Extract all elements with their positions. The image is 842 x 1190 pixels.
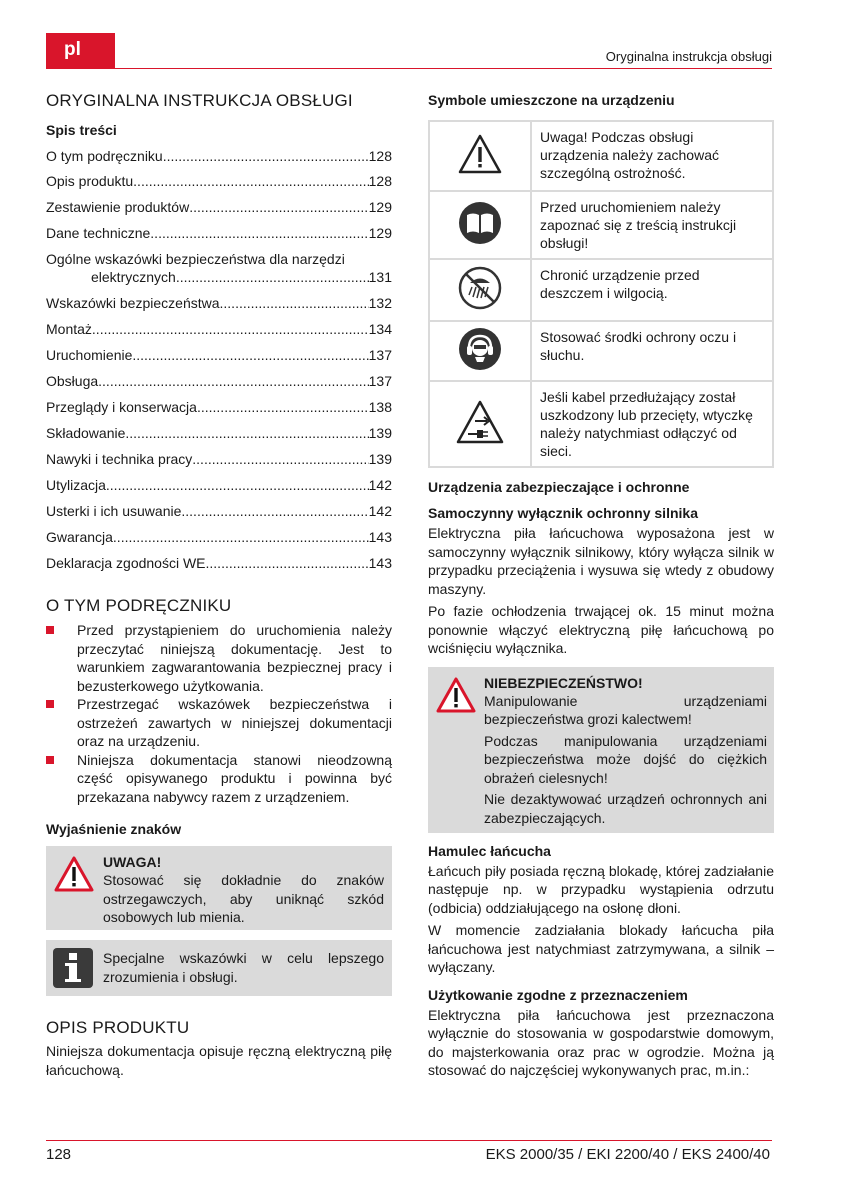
toc-item-title: Uruchomienie: [46, 347, 133, 363]
signs-title: Wyjaśnienie znaków: [46, 821, 182, 837]
danger-title: NIEBEZPIECZEŃSTWO!: [484, 674, 643, 691]
unplug-warning-icon: [455, 399, 505, 445]
toc-item[interactable]: [46, 224, 392, 242]
product-text: Niniejsza dokumentacja opisuje ręczną elektryczną piłę łańcuchową.: [46, 1043, 392, 1078]
toc-item-page: 138: [368, 399, 392, 415]
read-manual-icon: [458, 201, 502, 245]
brake-paragraph-1: Łańcuch piły posiada ręczną blokadę, której zadziałanie następuje np. w przypadku wystąpienia odrzutu (odbicia) oddziałującego na osłonę dłoni.: [428, 862, 774, 916]
about-title: O TYM PODRĘCZNIKU: [46, 596, 232, 615]
table-row: [429, 381, 773, 467]
symbol-cell: [429, 191, 531, 259]
toc-item-title: Utylizacja: [46, 477, 106, 493]
toc-item[interactable]: [46, 372, 392, 390]
warning-triangle-icon: [54, 856, 94, 892]
toc-item-title: Obsługa: [46, 373, 99, 389]
toc-item-page: 137: [368, 373, 392, 389]
toc-item-title: Przeglądy i konserwacja: [46, 399, 197, 415]
toc-item-page: 143: [368, 555, 392, 571]
toc-item-title: Opis produktu: [46, 173, 134, 189]
list-item: Niniejsza dokumentacja stanowi nieodzowną część opisywanego produktu i powinna być przekazana nabywcy razem z urządzeniem.: [46, 751, 392, 807]
symbol-cell: [429, 321, 531, 381]
list-item: Przestrzegać wskazówek bezpieczeństwa i ostrzeżeń zawartych w niniejszej dokumentacji oraz na urządzeniu.: [46, 695, 392, 751]
symbol-description: Uwaga! Podczas obsługi urządzenia należy zachować szczególną ostrożność.: [531, 121, 773, 191]
toc-item[interactable]: [46, 346, 392, 364]
toc-item-page: 128: [368, 148, 392, 164]
list-item: Przed przystąpieniem do uruchomienia należy przeczytać niniejszą dokumentację. Jest to warunkiem zagwarantowania bezpiecznej pracy i bezusterkowego użytkowania.: [46, 621, 392, 695]
toc-title: Spis treści: [46, 122, 117, 138]
motor-paragraph-2: Po fazie ochłodzenia trwającej ok. 15 minut można ponownie włączyć elektryczną piłę łańcuchową po wciśnięciu wyłącznika.: [428, 603, 774, 656]
symbols-title: Symbole umieszczone na urządzeniu: [428, 92, 675, 108]
toc-item[interactable]: [46, 294, 392, 312]
warning-triangle-icon: [436, 677, 476, 713]
toc-item[interactable]: [46, 424, 392, 442]
no-rain-icon: [458, 266, 502, 310]
toc-item-page: 131: [368, 269, 392, 285]
toc-item[interactable]: [46, 398, 392, 416]
toc-item[interactable]: [46, 147, 392, 165]
toc-item-title: Dane techniczne: [46, 225, 151, 241]
table-row: [429, 321, 773, 381]
language-tab: pl: [46, 33, 115, 68]
warning-triangle-icon: [457, 133, 503, 175]
toc-item-page: 128: [368, 173, 392, 189]
symbol-description: Przed uruchomieniem należy zapoznać się z treścią instrukcji obsługi!: [531, 191, 773, 259]
toc-item-title: Montaż: [46, 321, 92, 337]
use-paragraph-1: Elektryczna piła łańcuchowa jest przeznaczona wyłącznie do stosowania w gospodarstwie domowym, do majsterkowania oraz prac w ogrodzie. Można ją stosować do najczęściej wykonywanych prac, m.in.:: [428, 1006, 774, 1078]
symbol-cell: [429, 381, 531, 467]
footer-divider: [46, 1140, 772, 1141]
table-row: [429, 259, 773, 321]
toc-item-page: 132: [368, 295, 392, 311]
symbol-cell: [429, 259, 531, 321]
toc-item-title: O tym podręczniku: [46, 148, 163, 164]
safety-title: Urządzenia zabezpieczające i ochronne: [428, 479, 690, 495]
danger-paragraph-2: Podczas manipulowania urządzeniami bezpieczeństwa może dojść do ciężkich obrażeń cielesnych!: [484, 732, 767, 786]
toc-item-title: Gwarancja: [46, 529, 113, 545]
toc-item[interactable]: [46, 198, 392, 216]
toc-item[interactable]: [46, 320, 392, 338]
caution-text: Stosować się dokładnie do znaków ostrzegawczych, aby uniknąć szkód osobowych lub mienia.: [103, 872, 384, 925]
toc-item-page: 139: [368, 451, 392, 467]
table-of-contents: [46, 147, 392, 572]
table-row: [429, 191, 773, 259]
toc-item[interactable]: [46, 450, 392, 468]
toc-item-title: Składowanie: [46, 425, 126, 441]
motor-title: Samoczynny wyłącznik ochronny silnika: [428, 505, 698, 521]
left-column: [46, 88, 392, 1079]
danger-paragraph-3: Nie dezaktywować urządzeń ochronnych ani zabezpieczających.: [484, 791, 767, 826]
symbol-cell: [429, 121, 531, 191]
page-number: 128: [46, 1146, 72, 1163]
footer-model: EKS 2000/35 / EKI 2200/40 / EKS 2400/40: [485, 1146, 770, 1163]
toc-item[interactable]: [46, 250, 392, 286]
toc-item-title: Nawyki i technika pracy: [46, 451, 193, 467]
info-box: [46, 940, 392, 996]
caution-box: [46, 846, 392, 930]
toc-item-page: 142: [368, 477, 392, 493]
symbol-description: Stosować środki ochrony oczu i słuchu.: [531, 321, 773, 381]
symbol-description: Jeśli kabel przedłużający został uszkodzony lub przecięty, wtyczkę należy natychmiast odłączyć od sieci.: [531, 381, 773, 467]
toc-item-title: Deklaracja zgodności WE: [46, 555, 206, 571]
danger-box: [428, 667, 774, 833]
motor-paragraph-1: Elektryczna piła łańcuchowa wyposażona jest w samoczynny wyłącznik silnikowy, który wyłącza silnik w przypadku przeciążenia i wysuwa się wtedy z obudowy maszyny.: [428, 525, 774, 597]
right-column: [428, 88, 774, 1080]
toc-item-page: 129: [368, 225, 392, 241]
toc-item[interactable]: [46, 172, 392, 190]
danger-paragraph-1: Manipulowanie urządzeniami bezpieczeństwa grozi kalectwem!: [484, 692, 767, 727]
product-title: OPIS PRODUKTU: [46, 1018, 190, 1037]
toc-item-title: Ogólne wskazówki bezpieczeństwa dla narzędzi: [46, 251, 345, 267]
caution-title: UWAGA!: [103, 854, 162, 870]
brake-title: Hamulec łańcucha: [428, 842, 551, 859]
info-text: Specjalne wskazówki w celu lepszego zrozumienia i obsługi.: [103, 950, 384, 985]
header-divider: [46, 68, 772, 69]
use-title: Użytkowanie zgodne z przeznaczeniem: [428, 986, 688, 1003]
toc-item-page: 137: [368, 347, 392, 363]
table-row: [429, 121, 773, 191]
eye-ear-protection-icon: [458, 327, 502, 371]
toc-item[interactable]: [46, 528, 392, 546]
toc-item-title: Zestawienie produktów: [46, 199, 190, 215]
info-icon: [53, 948, 93, 988]
toc-item[interactable]: [46, 502, 392, 520]
toc-item[interactable]: [46, 554, 392, 572]
toc-item-title: Wskazówki bezpieczeństwa: [46, 295, 220, 311]
toc-item-title: elektrycznych: [91, 269, 176, 285]
toc-item-page: 134: [368, 321, 392, 337]
toc-item-title: Usterki i ich usuwanie: [46, 503, 182, 519]
toc-item-page: 142: [368, 503, 392, 519]
brake-paragraph-2: W momencie zadziałania blokady łańcucha piła łańcuchowa jest natychmiast zatrzymywana, a silnik – wyłączany.: [428, 922, 774, 975]
header-title: Oryginalna instrukcja obsługi: [605, 49, 772, 64]
symbols-table: [428, 120, 774, 468]
symbol-description: Chronić urządzenie przed deszczem i wilgocią.: [531, 259, 773, 321]
main-title: ORYGINALNA INSTRUKCJA OBSŁUGI: [46, 91, 353, 110]
toc-item-page: 143: [368, 529, 392, 545]
toc-item[interactable]: [46, 476, 392, 494]
toc-item-page: 139: [368, 425, 392, 441]
toc-item-page: 129: [368, 199, 392, 215]
about-bullets: [46, 621, 392, 806]
